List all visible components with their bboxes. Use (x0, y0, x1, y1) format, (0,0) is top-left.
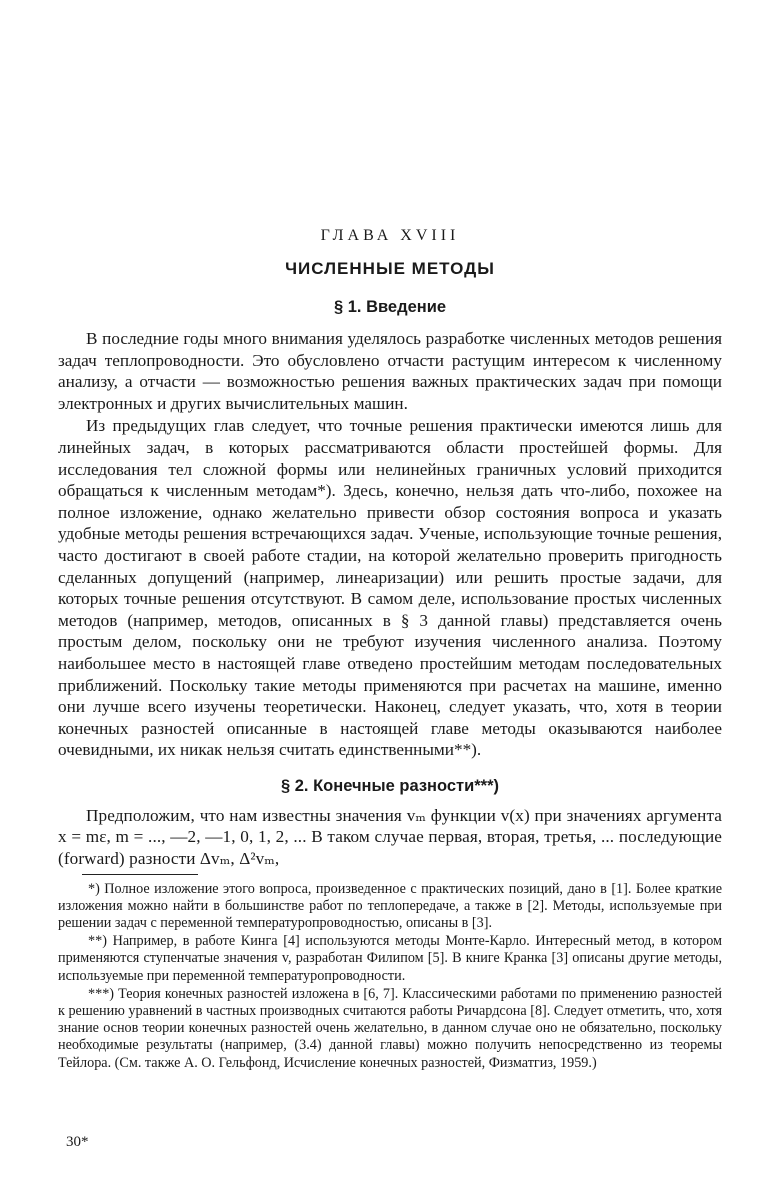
section-1-title: § 1. Введение (333, 298, 447, 316)
chapter-title: ЧИСЛЕННЫЕ МЕТОДЫ (285, 259, 495, 278)
page-body (58, 226, 722, 1073)
footnote-1: *) Полное изложение этого вопроса, произведенное с практических позиций, дано в [1]. Более краткие изложения можно найти в большинстве работ по теплопередаче, а также в [2]. Методы, используемые при решении задач с переменной температуропроводностью, описаны в [3]. (58, 880, 722, 932)
footnote-divider (82, 874, 198, 875)
section-2-paragraph-1: Предположим, что нам известны значения vₘ функции v(x) при значениях аргумента x = mε, m = ..., —2, —1, 0, 1, 2, ... В таком случае первая, вторая, третья, ... последующие (forward) разности Δvₘ, Δ²vₘ, (58, 805, 722, 869)
footnote-2: **) Например, в работе Кинга [4] используются методы Монте-Карло. Интересный метод, в котором применяются ступенчатые значения v, разработан Филипом [5]. В книге Кранка [3] описаны другие методы, используемые при переменной температуропроводности. (58, 933, 722, 984)
section-2-title: § 2. Конечные разности***) (280, 776, 500, 795)
footnote-3: ***) Теория конечных разностей изложена в [6, 7]. Классическими работами по применению разностей к решению уравнений в частных производных считаются работы Ричардсона [8]. Следует отметить, что, хотя знание основ теории конечных разностей очень желательно, в данном случае оно не обязательно, поскольку необходимые результаты (например, (3.4) данной главы) можно получить непосредственно из теоремы Тейлора. (См. также А. О. Гельфонд, Исчисление конечных разностей, Физматгиз, 1959.) (58, 985, 722, 1071)
chapter-number: ГЛАВА XVIII (320, 227, 460, 244)
section-1-paragraph-2: Из предыдущих глав следует, что точные решения практически имеются лишь для линейных задач, в которых рассматриваются области простейшей формы. Для исследования тел сложной формы или нелинейных граничных условий приходится обращаться к численным методам*). Здесь, конечно, нельзя дать что-либо, похожее на полное изложение, однако желательно привести обзор состояния вопроса и указать удобные методы решения встречающихся задач. Ученые, использующие точные решения, часто достигают в своей работе стадии, на которой желательно проверить пригодность сделанных допущений (например, линеаризации) или решить простые задачи, для которых точные решения отсутствуют. В самом деле, использование простых численных методов (например, методов, описанных в § 3 данной главы) представляется очень простым делом, поскольку они не требуют изучения численного анализа. Поэтому наибольшее место в настоящей главе отведено простейшим методам последовательных приближений. Поскольку такие методы применяются при расчетах на машине, именно они лучше всего изучены теоретически. Наконец, следует указать, что, хотя в теории конечных разностей описанные в настоящей главе методы оказываются наиболее очевидными, их никак нельзя считать единственными**). (58, 416, 722, 760)
page-number: 30* (66, 1134, 89, 1150)
section-1-paragraph-1: В последние годы много внимания уделялось разработке численных методов решения задач теплопроводности. Это обусловлено отчасти растущим интересом к численному анализу, а отчасти — возможностью решения важных практических задач при помощи электронных и других вычислительных машин. (58, 329, 722, 413)
